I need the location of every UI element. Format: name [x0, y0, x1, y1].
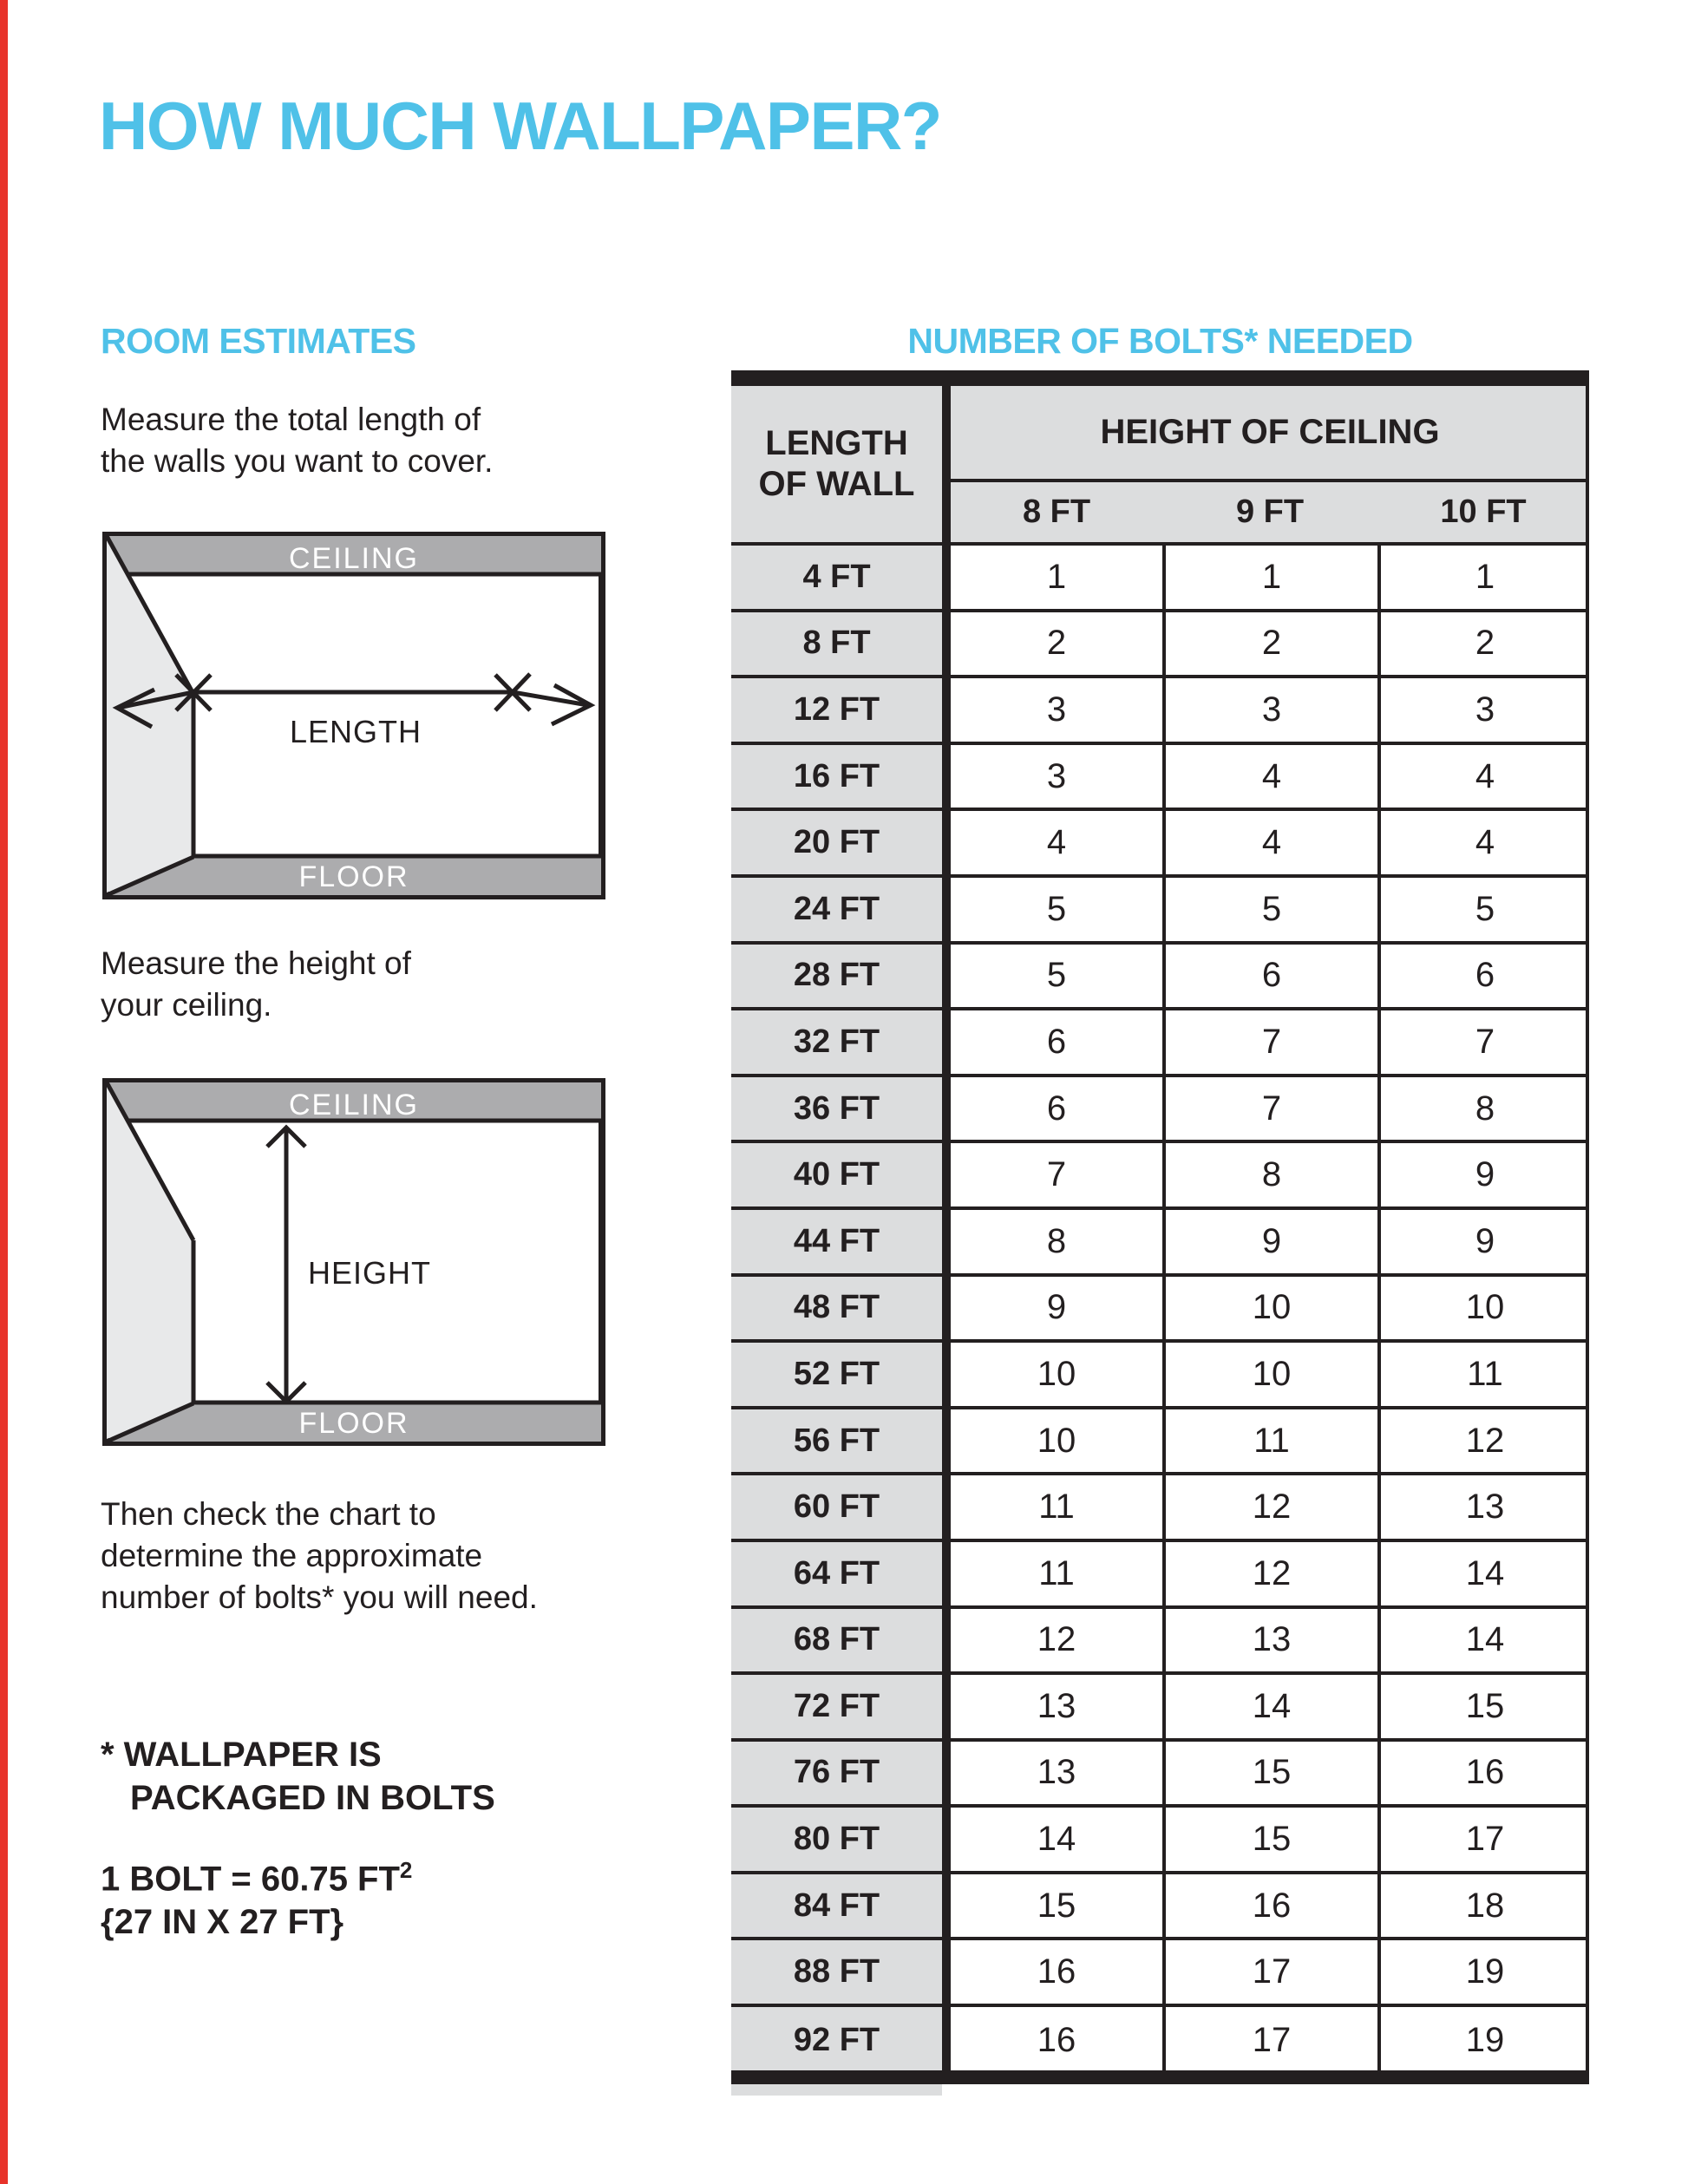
instruction-line: your ceiling.	[101, 987, 272, 1023]
bolt-count-cell: 3	[951, 678, 1162, 742]
bolt-count-cell: 8	[1162, 1143, 1377, 1206]
bolt-count-cell: 12	[1162, 1475, 1377, 1539]
divider-segment	[942, 1143, 951, 1206]
wall-length-label: 16 FT	[731, 745, 942, 808]
footnote-line: * WALLPAPER IS	[101, 1736, 382, 1774]
table-right-border	[1586, 386, 1589, 2084]
bolt-count-cell: 14	[1377, 1609, 1589, 1672]
bolt-count-cell: 4	[1377, 811, 1589, 874]
bolt-count-cell: 14	[1377, 1542, 1589, 1605]
divider-segment	[942, 1077, 951, 1141]
bolts-needed-heading: NUMBER OF BOLTS* NEEDED	[907, 321, 1413, 361]
table-row	[731, 945, 1589, 1011]
room-length-diagram	[102, 532, 605, 899]
bolt-equation	[101, 1848, 412, 1900]
divider-segment	[942, 1542, 951, 1605]
length-label: LENGTH	[289, 714, 422, 749]
bolt-equation-text: 1 BOLT = 60.75 FT	[101, 1860, 400, 1899]
table-row	[731, 811, 1589, 878]
instruction-step-1	[101, 399, 493, 482]
wall-length-label: 40 FT	[731, 1143, 942, 1206]
bolt-count-cell: 12	[1162, 1542, 1377, 1605]
table-body	[731, 546, 1589, 2074]
bolt-count-cell: 5	[951, 878, 1162, 941]
bolt-count-cell: 10	[1162, 1277, 1377, 1340]
table-row	[731, 1409, 1589, 1476]
height-label: HEIGHT	[308, 1255, 432, 1291]
divider-segment	[942, 878, 951, 941]
instruction-line: Measure the height of	[101, 945, 411, 981]
instruction-step-3	[101, 1494, 538, 1618]
table-row	[731, 1742, 1589, 1808]
table-row	[731, 1874, 1589, 1941]
bolt-count-cell: 11	[951, 1542, 1162, 1605]
wall-length-label: 24 FT	[731, 878, 942, 941]
bolt-count-cell: 3	[951, 745, 1162, 808]
divider-segment	[942, 1808, 951, 1871]
table-row	[731, 745, 1589, 812]
bolt-count-cell: 4	[951, 811, 1162, 874]
wall-length-label: 88 FT	[731, 1940, 942, 2004]
wall-length-label: 92 FT	[731, 2007, 942, 2074]
bolt-size-info	[101, 1848, 412, 1944]
divider-segment	[942, 678, 951, 742]
bolt-count-cell: 13	[951, 1742, 1162, 1805]
bolt-count-cell: 19	[1377, 2007, 1589, 2074]
bolts-table	[731, 370, 1589, 2101]
bolt-count-cell: 4	[1377, 745, 1589, 808]
room-height-diagram	[102, 1078, 605, 1446]
column-header-9ft: 9 FT	[1235, 494, 1305, 530]
bolt-count-cell: 16	[951, 2007, 1162, 2074]
bolt-count-cell: 9	[1377, 1143, 1589, 1206]
wall-length-label: 8 FT	[731, 612, 942, 676]
wall-length-label: 56 FT	[731, 1409, 942, 1473]
column-header-8ft: 8 FT	[1022, 494, 1091, 530]
wall-length-label: 4 FT	[731, 546, 942, 609]
table-row	[731, 1343, 1589, 1409]
bolt-count-cell: 14	[951, 1808, 1162, 1871]
bolt-count-cell: 8	[951, 1210, 1162, 1273]
bolt-count-cell: 10	[951, 1409, 1162, 1473]
divider-segment	[942, 1409, 951, 1473]
table-bottom-border	[731, 2070, 1589, 2084]
divider-segment	[942, 1742, 951, 1805]
height-of-ceiling-header: HEIGHT OF CEILING	[951, 386, 1589, 479]
bolt-count-cell: 17	[1162, 1940, 1377, 2004]
bolts-footnote	[101, 1733, 495, 1820]
wall-length-label: 44 FT	[731, 1210, 942, 1273]
ceiling-label: CEILING	[288, 542, 420, 575]
divider-segment	[942, 1277, 951, 1340]
bolt-count-cell: 10	[951, 1343, 1162, 1406]
length-of-wall-header	[731, 386, 942, 542]
bolt-count-cell: 4	[1162, 745, 1377, 808]
room-estimates-heading: ROOM ESTIMATES	[101, 321, 416, 361]
bolt-count-cell: 16	[1377, 1742, 1589, 1805]
bolt-count-cell: 10	[1162, 1343, 1377, 1406]
bolt-count-cell: 17	[1377, 1808, 1589, 1871]
page-title: HOW MUCH WALLPAPER?	[99, 88, 941, 164]
bolt-count-cell: 5	[1377, 878, 1589, 941]
bolt-count-cell: 9	[1162, 1210, 1377, 1273]
table-row	[731, 1210, 1589, 1277]
instruction-line: Measure the total length of	[101, 402, 481, 437]
bolt-count-cell: 13	[1377, 1475, 1589, 1539]
divider-segment	[942, 1210, 951, 1273]
divider-segment	[942, 1940, 951, 2004]
bolt-count-cell: 17	[1162, 2007, 1377, 2074]
divider-segment	[942, 945, 951, 1008]
bolt-count-cell: 16	[951, 1940, 1162, 2004]
wall-length-label: 80 FT	[731, 1808, 942, 1871]
table-row	[731, 546, 1589, 612]
bolt-count-cell: 10	[1377, 1277, 1589, 1340]
table-row	[731, 1609, 1589, 1676]
bolt-count-cell: 6	[1377, 945, 1589, 1008]
bolt-count-cell: 19	[1377, 1940, 1589, 2004]
page-edge-stripe	[0, 0, 8, 2184]
wall-length-label: 12 FT	[731, 678, 942, 742]
table-row	[731, 1675, 1589, 1742]
bolt-count-cell: 15	[951, 1874, 1162, 1938]
bolt-count-cell: 1	[1377, 546, 1589, 609]
bolt-count-cell: 6	[951, 1077, 1162, 1141]
table-row	[731, 878, 1589, 945]
table-row	[731, 612, 1589, 679]
bolt-count-cell: 7	[951, 1143, 1162, 1206]
table-row	[731, 2007, 1589, 2074]
instruction-line: Then check the chart to	[101, 1496, 436, 1532]
bolt-count-cell: 6	[1162, 945, 1377, 1008]
column-header-10ft: 10 FT	[1440, 494, 1527, 530]
wall-length-label: 64 FT	[731, 1542, 942, 1605]
divider-segment	[942, 1609, 951, 1672]
header-line: OF WALL	[758, 465, 915, 503]
bolt-count-cell: 4	[1162, 811, 1377, 874]
divider-segment	[942, 1874, 951, 1938]
bolt-count-cell: 11	[951, 1475, 1162, 1539]
header-line: LENGTH	[765, 424, 908, 462]
bolt-count-cell: 3	[1377, 678, 1589, 742]
table-row	[731, 1542, 1589, 1609]
table-row	[731, 1077, 1589, 1144]
wall-length-label: 28 FT	[731, 945, 942, 1008]
bolt-count-cell: 1	[951, 546, 1162, 609]
bolt-count-cell: 11	[1162, 1409, 1377, 1473]
divider-segment	[942, 811, 951, 874]
divider-segment	[942, 1675, 951, 1738]
divider-segment	[942, 745, 951, 808]
bolt-count-cell: 14	[1162, 1675, 1377, 1738]
bolt-count-cell: 2	[951, 612, 1162, 676]
table-row	[731, 1475, 1589, 1542]
bolt-count-cell: 8	[1377, 1077, 1589, 1141]
bolt-count-cell: 18	[1377, 1874, 1589, 1938]
instruction-line: number of bolts* you will need.	[101, 1579, 538, 1615]
wall-length-label: 48 FT	[731, 1277, 942, 1340]
bolt-count-cell: 5	[1162, 878, 1377, 941]
table-row	[731, 1143, 1589, 1210]
bolt-count-cell: 12	[951, 1609, 1162, 1672]
bolt-count-cell: 2	[1377, 612, 1589, 676]
bolt-count-cell: 13	[951, 1675, 1162, 1738]
table-top-border	[731, 370, 1589, 386]
bolt-count-cell: 5	[951, 945, 1162, 1008]
wall-length-label: 72 FT	[731, 1675, 942, 1738]
bolt-count-cell: 6	[951, 1010, 1162, 1074]
instruction-step-2	[101, 943, 411, 1026]
table-row	[731, 1277, 1589, 1344]
floor-label: FLOOR	[298, 1407, 409, 1440]
bolt-count-cell: 9	[1377, 1210, 1589, 1273]
bolt-count-cell: 15	[1162, 1742, 1377, 1805]
wall-length-label: 32 FT	[731, 1010, 942, 1074]
table-row	[731, 1010, 1589, 1077]
instruction-line: the walls you want to cover.	[101, 443, 494, 479]
instruction-line: determine the approximate	[101, 1538, 483, 1573]
bolt-count-cell: 7	[1377, 1010, 1589, 1074]
bolt-count-cell: 7	[1162, 1010, 1377, 1074]
bolt-count-cell: 1	[1162, 546, 1377, 609]
bolt-dimensions: {27 IN X 27 FT}	[101, 1903, 344, 1942]
ceiling-label: CEILING	[288, 1089, 420, 1121]
wall-length-label: 68 FT	[731, 1609, 942, 1672]
table-row	[731, 678, 1589, 745]
divider-segment	[942, 612, 951, 676]
bolt-count-cell: 13	[1162, 1609, 1377, 1672]
bolt-count-cell: 16	[1162, 1874, 1377, 1938]
bolt-count-cell: 2	[1162, 612, 1377, 676]
wall-length-label: 60 FT	[731, 1475, 942, 1539]
table-row	[731, 1940, 1589, 2007]
divider-segment	[942, 2007, 951, 2074]
divider-segment	[942, 1475, 951, 1539]
wall-length-label: 36 FT	[731, 1077, 942, 1141]
ceiling-height-subheaders	[951, 482, 1589, 542]
divider-segment	[942, 1343, 951, 1406]
wall-length-label: 20 FT	[731, 811, 942, 874]
bolt-count-cell: 15	[1377, 1675, 1589, 1738]
bolt-count-cell: 3	[1162, 678, 1377, 742]
label-column-stub	[731, 2084, 942, 2096]
wall-length-label: 52 FT	[731, 1343, 942, 1406]
bolt-count-cell: 9	[951, 1277, 1162, 1340]
bolt-count-cell: 12	[1377, 1409, 1589, 1473]
footnote-line: PACKAGED IN BOLTS	[130, 1779, 495, 1817]
divider-segment	[942, 1010, 951, 1074]
table-row	[731, 1808, 1589, 1874]
bolt-count-cell: 11	[1377, 1343, 1589, 1406]
bolt-count-cell: 7	[1162, 1077, 1377, 1141]
floor-label: FLOOR	[298, 860, 409, 893]
divider-segment	[942, 546, 951, 609]
bolt-count-cell: 15	[1162, 1808, 1377, 1871]
squared-superscript: 2	[399, 1857, 413, 1883]
wall-length-label: 84 FT	[731, 1874, 942, 1938]
wall-length-label: 76 FT	[731, 1742, 942, 1805]
